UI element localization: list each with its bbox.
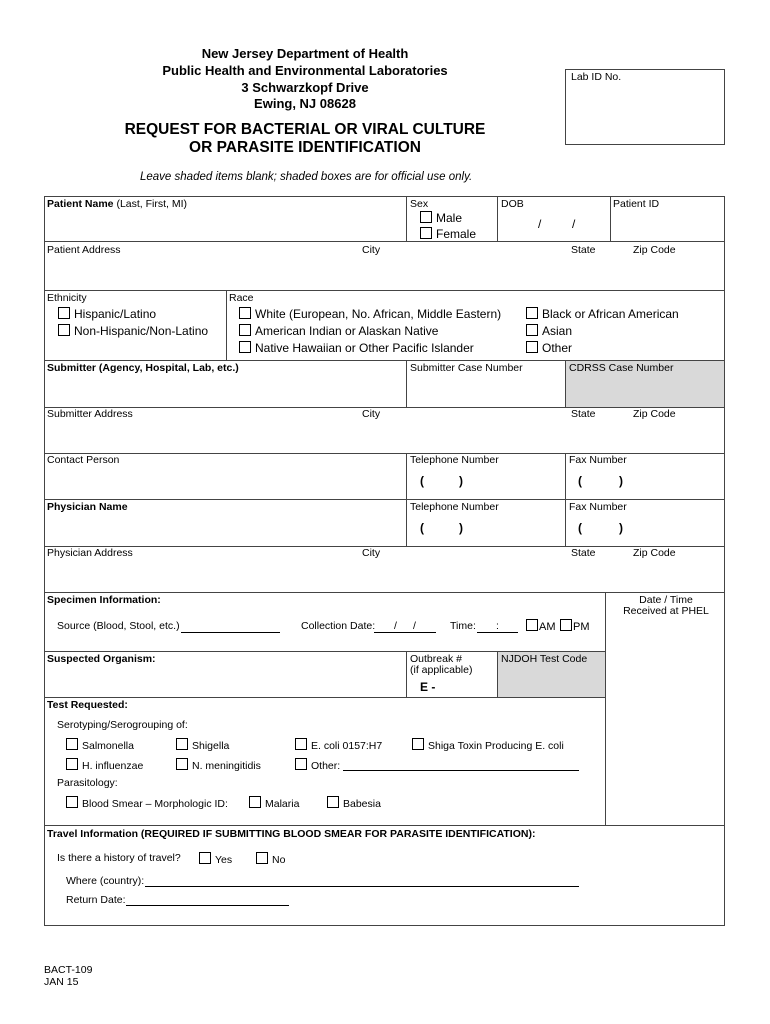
- option-label: Hispanic/Latino: [74, 307, 157, 321]
- option-label: Black or African American: [542, 307, 679, 321]
- patient-id-label: Patient ID: [613, 198, 660, 210]
- contact-fax-label: Fax Number: [569, 454, 627, 466]
- option-label: Blood Smear – Morphologic ID:: [82, 798, 228, 810]
- phone-paren-open: (: [420, 474, 424, 488]
- option-label: Other:: [311, 760, 341, 772]
- source-input-line[interactable]: [181, 632, 280, 633]
- option-label: Non-Hispanic/Non-Latino: [74, 324, 209, 338]
- test-requested-label: Test Requested:: [47, 699, 128, 711]
- form-title-line1: REQUEST FOR BACTERIAL OR VIRAL CULTURE: [124, 121, 486, 138]
- fax-paren-close: ): [619, 474, 623, 488]
- patient-name-field[interactable]: [47, 198, 187, 210]
- dob-label: DOB: [501, 198, 524, 210]
- checkbox[interactable]: [176, 738, 188, 750]
- patient-state-label: State: [571, 244, 596, 256]
- test-option-n-meningitidis[interactable]: [176, 758, 261, 772]
- test-option-stec[interactable]: [412, 738, 564, 752]
- travel-country-input-line[interactable]: [145, 886, 579, 887]
- received-at-label: Received at PHEL: [623, 605, 709, 617]
- dob-separator: /: [572, 217, 576, 231]
- physician-city-label: City: [362, 547, 381, 559]
- form-code: BACT-109: [44, 964, 93, 976]
- option-label: Shigella: [192, 740, 230, 752]
- org-division: Public Health and Environmental Laboratories: [162, 63, 448, 78]
- yes-label: Yes: [215, 854, 233, 866]
- org-name: New Jersey Department of Health: [201, 46, 409, 61]
- option-label: Malaria: [265, 798, 300, 810]
- pm-label: PM: [573, 621, 590, 633]
- ethnicity-label: Ethnicity: [47, 292, 87, 304]
- checkbox[interactable]: [327, 796, 339, 808]
- race-option[interactable]: [526, 341, 572, 355]
- am-label: AM: [539, 621, 556, 633]
- am-option[interactable]: [526, 619, 556, 633]
- submitter-label: Submitter (Agency, Hospital, Lab, etc.): [47, 362, 239, 374]
- checkbox[interactable]: [66, 796, 78, 808]
- test-code-label: NJDOH Test Code: [501, 653, 588, 665]
- option-label: Shiga Toxin Producing E. coli: [428, 740, 564, 752]
- collection-date-label: Collection Date:: [301, 620, 376, 632]
- test-option-ecoli[interactable]: [295, 738, 382, 752]
- submitter-state-label: State: [571, 408, 596, 420]
- outbreak-applicable-label: (if applicable): [410, 664, 473, 676]
- physician-state-label: State: [571, 547, 596, 559]
- phone-paren-close: ): [459, 521, 463, 535]
- submitter-city-label: City: [362, 408, 381, 420]
- checkbox[interactable]: [526, 324, 538, 336]
- lab-id-label: Lab ID No.: [571, 71, 622, 83]
- option-label: Asian: [542, 324, 573, 338]
- physician-telephone-label: Telephone Number: [410, 501, 499, 513]
- yes-checkbox[interactable]: [199, 852, 211, 864]
- female-checkbox[interactable]: [420, 227, 432, 239]
- fax-paren-close: ): [619, 521, 623, 535]
- date-slash: /: [413, 620, 416, 632]
- checkbox[interactable]: [526, 307, 538, 319]
- travel-country-label: Where (country):: [66, 875, 145, 887]
- race-option[interactable]: [239, 341, 474, 355]
- checkbox[interactable]: [58, 324, 70, 336]
- time-line[interactable]: [477, 632, 518, 633]
- patient-address-label: Patient Address: [47, 244, 121, 256]
- option-label: Native Hawaiian or Other Pacific Islander: [255, 341, 474, 355]
- org-street: 3 Schwarzkopf Drive: [241, 80, 369, 95]
- test-option-blood-smear[interactable]: [66, 796, 228, 810]
- option-label: White (European, No. African, Middle Eastern): [255, 307, 502, 321]
- date-slash: /: [394, 620, 397, 632]
- checkbox[interactable]: [249, 796, 261, 808]
- patient-name-label: Patient Name: [47, 198, 114, 210]
- checkbox[interactable]: [412, 738, 424, 750]
- option-label: H. influenzae: [82, 760, 144, 772]
- lab-id-box[interactable]: [565, 69, 725, 145]
- sex-female-option[interactable]: [420, 227, 476, 241]
- physician-fax-label: Fax Number: [569, 501, 627, 513]
- physician-name-label: Physician Name: [47, 501, 128, 513]
- patient-city-label: City: [362, 244, 381, 256]
- phone-paren-close: ): [459, 474, 463, 488]
- checkbox[interactable]: [239, 307, 251, 319]
- test-option-malaria[interactable]: [249, 796, 299, 810]
- time-separator: :: [496, 620, 499, 632]
- ethnicity-option[interactable]: [58, 324, 208, 338]
- submitter-address-label: Submitter Address: [47, 408, 133, 420]
- suspected-organism-label: Suspected Organism:: [47, 653, 156, 665]
- test-option-babesia[interactable]: [327, 796, 381, 810]
- contact-person-label: Contact Person: [47, 454, 120, 466]
- patient-zip-label: Zip Code: [633, 244, 676, 256]
- pm-checkbox[interactable]: [560, 619, 572, 631]
- test-option-salmonella[interactable]: [66, 738, 134, 752]
- travel-history-label: Is there a history of travel?: [57, 852, 181, 864]
- female-label: Female: [436, 227, 477, 241]
- submitter-zip-label: Zip Code: [633, 408, 676, 420]
- outbreak-label: Outbreak #: [410, 653, 462, 665]
- parasitology-label: Parasitology:: [57, 777, 118, 789]
- form-title-line2: OR PARASITE IDENTIFICATION: [189, 139, 421, 156]
- phone-paren-open: (: [420, 521, 424, 535]
- checkbox[interactable]: [526, 341, 538, 353]
- collection-date-line[interactable]: [374, 632, 436, 633]
- option-label: Salmonella: [82, 740, 134, 752]
- cdrss-case-number-label: CDRSS Case Number: [569, 362, 674, 374]
- serotyping-label: Serotyping/Serogrouping of:: [57, 719, 188, 731]
- org-city: Ewing, NJ 08628: [254, 96, 356, 111]
- sex-label: Sex: [410, 198, 429, 210]
- pm-option[interactable]: [560, 619, 590, 633]
- source-label: Source (Blood, Stool, etc.): [57, 620, 180, 632]
- travel-info-label: Travel Information (REQUIRED IF SUBMITTING BLOOD SMEAR FOR PARASITE IDENTIFICATION):: [47, 828, 536, 840]
- received-datetime-label: Date / Time: [639, 594, 693, 606]
- travel-no-option[interactable]: [256, 852, 285, 866]
- male-checkbox[interactable]: [420, 211, 432, 223]
- race-option[interactable]: [526, 324, 572, 338]
- option-label: Other: [542, 341, 573, 355]
- race-label: Race: [229, 292, 254, 304]
- fax-paren-open: (: [578, 521, 582, 535]
- checkbox[interactable]: [295, 738, 307, 750]
- other-test-input-line[interactable]: [343, 770, 579, 771]
- instruction-note: Leave shaded items blank; shaded boxes are for official use only.: [140, 171, 473, 183]
- submitter-case-number-label: Submitter Case Number: [410, 362, 523, 374]
- physician-zip-label: Zip Code: [633, 547, 676, 559]
- male-label: Male: [436, 211, 463, 225]
- option-label: E. coli 0157:H7: [311, 740, 383, 752]
- dob-separator: /: [538, 217, 542, 231]
- form-revision: JAN 15: [44, 976, 79, 988]
- contact-telephone-label: Telephone Number: [410, 454, 499, 466]
- checkbox[interactable]: [239, 341, 251, 353]
- sex-male-option[interactable]: [420, 211, 462, 225]
- test-option-other[interactable]: [295, 758, 340, 772]
- no-checkbox[interactable]: [256, 852, 268, 864]
- race-option[interactable]: [239, 324, 438, 338]
- checkbox[interactable]: [66, 758, 78, 770]
- checkbox[interactable]: [295, 758, 307, 770]
- test-option-shigella[interactable]: [176, 738, 229, 752]
- travel-yes-option[interactable]: [199, 852, 232, 866]
- race-option[interactable]: [239, 307, 501, 321]
- option-label: N. meningitidis: [192, 760, 261, 772]
- checkbox[interactable]: [58, 307, 70, 319]
- no-label: No: [272, 854, 286, 866]
- patient-name-label-suffix: (Last, First, MI): [113, 198, 188, 210]
- time-label: Time:: [450, 620, 476, 632]
- checkbox[interactable]: [176, 758, 188, 770]
- outbreak-prefix: E -: [420, 680, 436, 694]
- checkbox[interactable]: [239, 324, 251, 336]
- checkbox[interactable]: [66, 738, 78, 750]
- option-label: Babesia: [343, 798, 381, 810]
- ethnicity-option[interactable]: [58, 307, 156, 321]
- specimen-info-label: Specimen Information:: [47, 594, 161, 606]
- test-option-h-influenzae[interactable]: [66, 758, 143, 772]
- return-date-label: Return Date:: [66, 894, 126, 906]
- fax-paren-open: (: [578, 474, 582, 488]
- race-option[interactable]: [526, 307, 679, 321]
- return-date-input-line[interactable]: [126, 905, 289, 906]
- option-label: American Indian or Alaskan Native: [255, 324, 439, 338]
- am-checkbox[interactable]: [526, 619, 538, 631]
- physician-address-label: Physician Address: [47, 547, 133, 559]
